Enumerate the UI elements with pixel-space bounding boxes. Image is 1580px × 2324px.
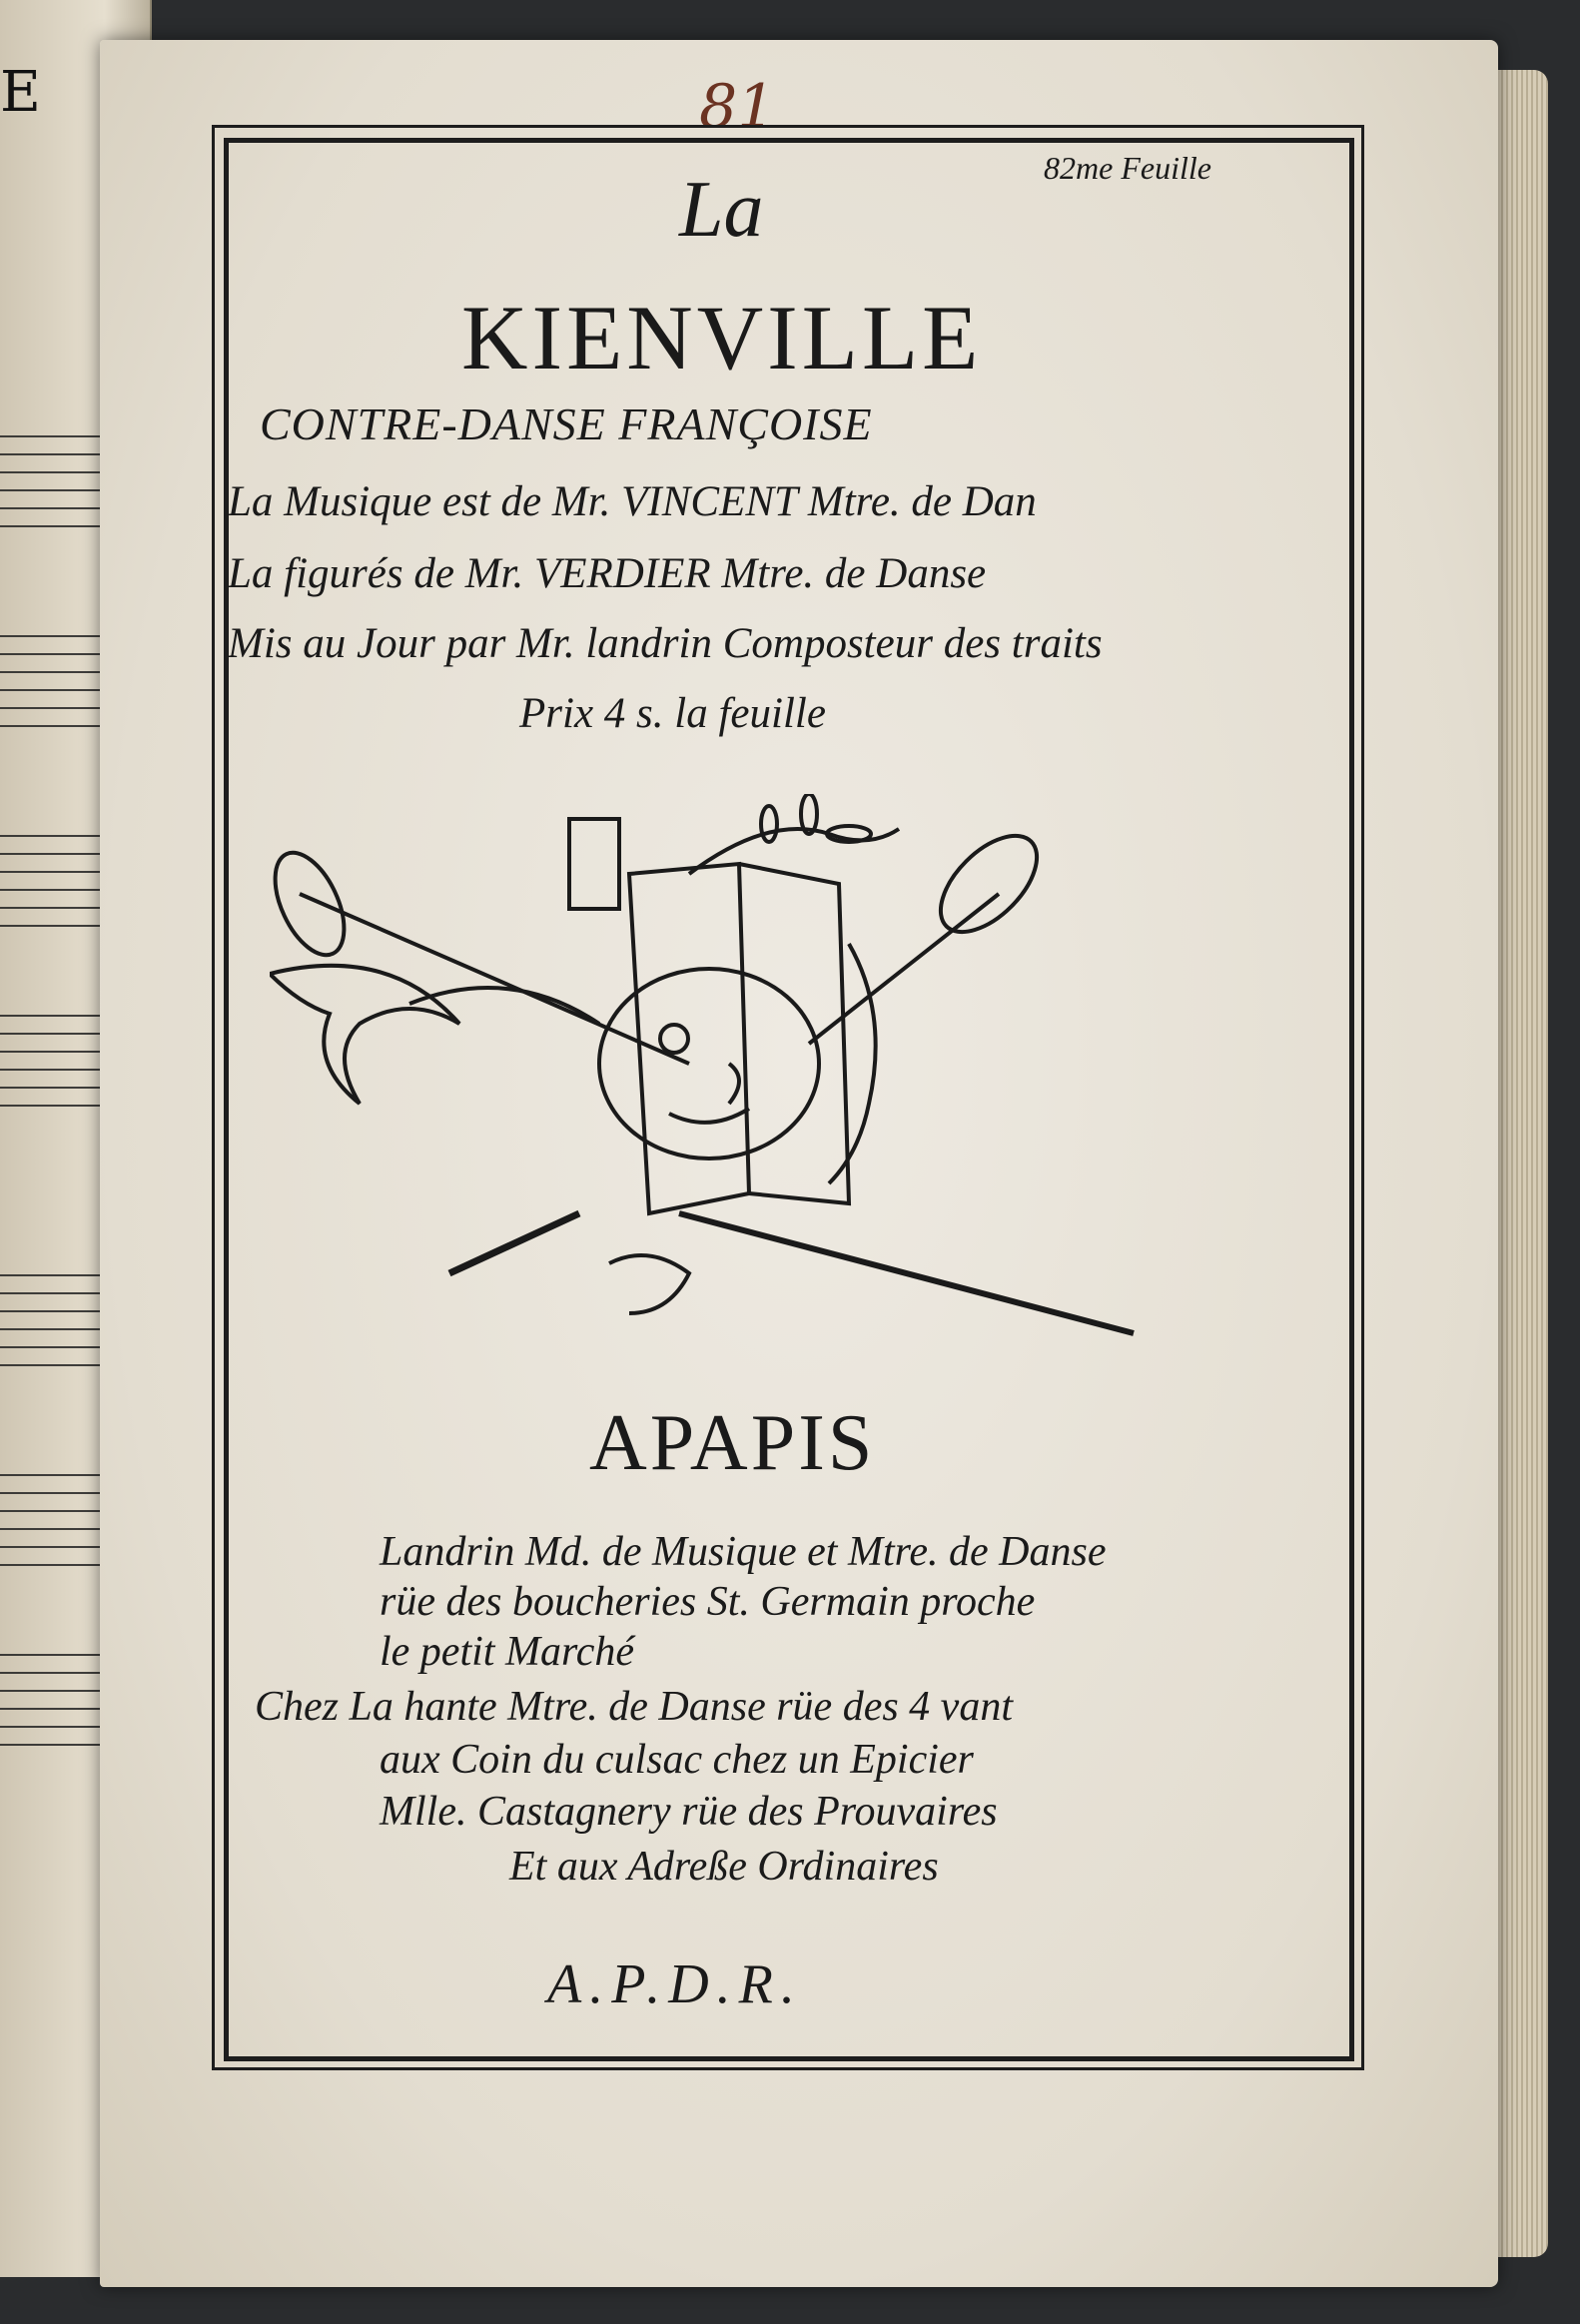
acanthus-leaf xyxy=(409,988,599,1024)
royal-privilege-mark: A.P.D.R. xyxy=(547,1953,803,2015)
mask-mouth xyxy=(669,1109,749,1123)
lantern xyxy=(569,819,619,909)
address-line: aux Coin du culsac chez un Epicier xyxy=(380,1737,974,1783)
previous-page-fragment: E xyxy=(0,60,41,125)
flute xyxy=(449,1213,579,1273)
right-trumpet-bell xyxy=(924,819,1054,949)
right-trumpet-tube xyxy=(809,894,999,1044)
city-heading: APAPIS xyxy=(589,1399,876,1487)
crossed-staff xyxy=(679,1213,1134,1333)
figures-credit: La figurés de Mr. VERDIER Mtre. de Danse xyxy=(228,550,987,597)
address-line: le petit Marché xyxy=(380,1629,635,1675)
laurel-garland xyxy=(829,944,876,1183)
publisher-credit: Mis au Jour par Mr. landrin Composteur des traits xyxy=(228,620,1103,667)
left-trumpet-bell xyxy=(270,842,359,965)
music-book-page xyxy=(739,864,849,1203)
dance-subtitle: CONTRE-DANSE FRANÇOISE xyxy=(260,398,873,449)
address-line: Chez La hante Mtre. de Danse rüe des 4 vant xyxy=(255,1684,1013,1730)
olive-leaf xyxy=(761,806,777,842)
sheet-number: 82me Feuille xyxy=(1044,150,1211,186)
price-line: Prix 4 s. la feuille xyxy=(519,690,826,737)
theatre-mask xyxy=(599,969,819,1159)
folio-number: 81 xyxy=(699,72,776,142)
musical-trophy-vignette xyxy=(270,794,1169,1383)
music-credit: La Musique est de Mr. VINCENT Mtre. de Dan xyxy=(228,478,1037,525)
mask-nose xyxy=(729,1064,739,1104)
ribbon xyxy=(609,1255,689,1313)
dance-title: KIENVILLE xyxy=(461,287,983,388)
address-line: Et aux Adreße Ordinaires xyxy=(509,1844,939,1890)
title-article: La xyxy=(679,166,764,254)
address-line: rüe des boucheries St. Germain proche xyxy=(380,1579,1036,1625)
acanthus-leaf xyxy=(270,966,459,1104)
address-line: Mlle. Castagnery rüe des Prouvaires xyxy=(380,1789,998,1835)
address-line: Landrin Md. de Musique et Mtre. de Danse xyxy=(380,1529,1107,1575)
mask-eye xyxy=(660,1025,688,1053)
